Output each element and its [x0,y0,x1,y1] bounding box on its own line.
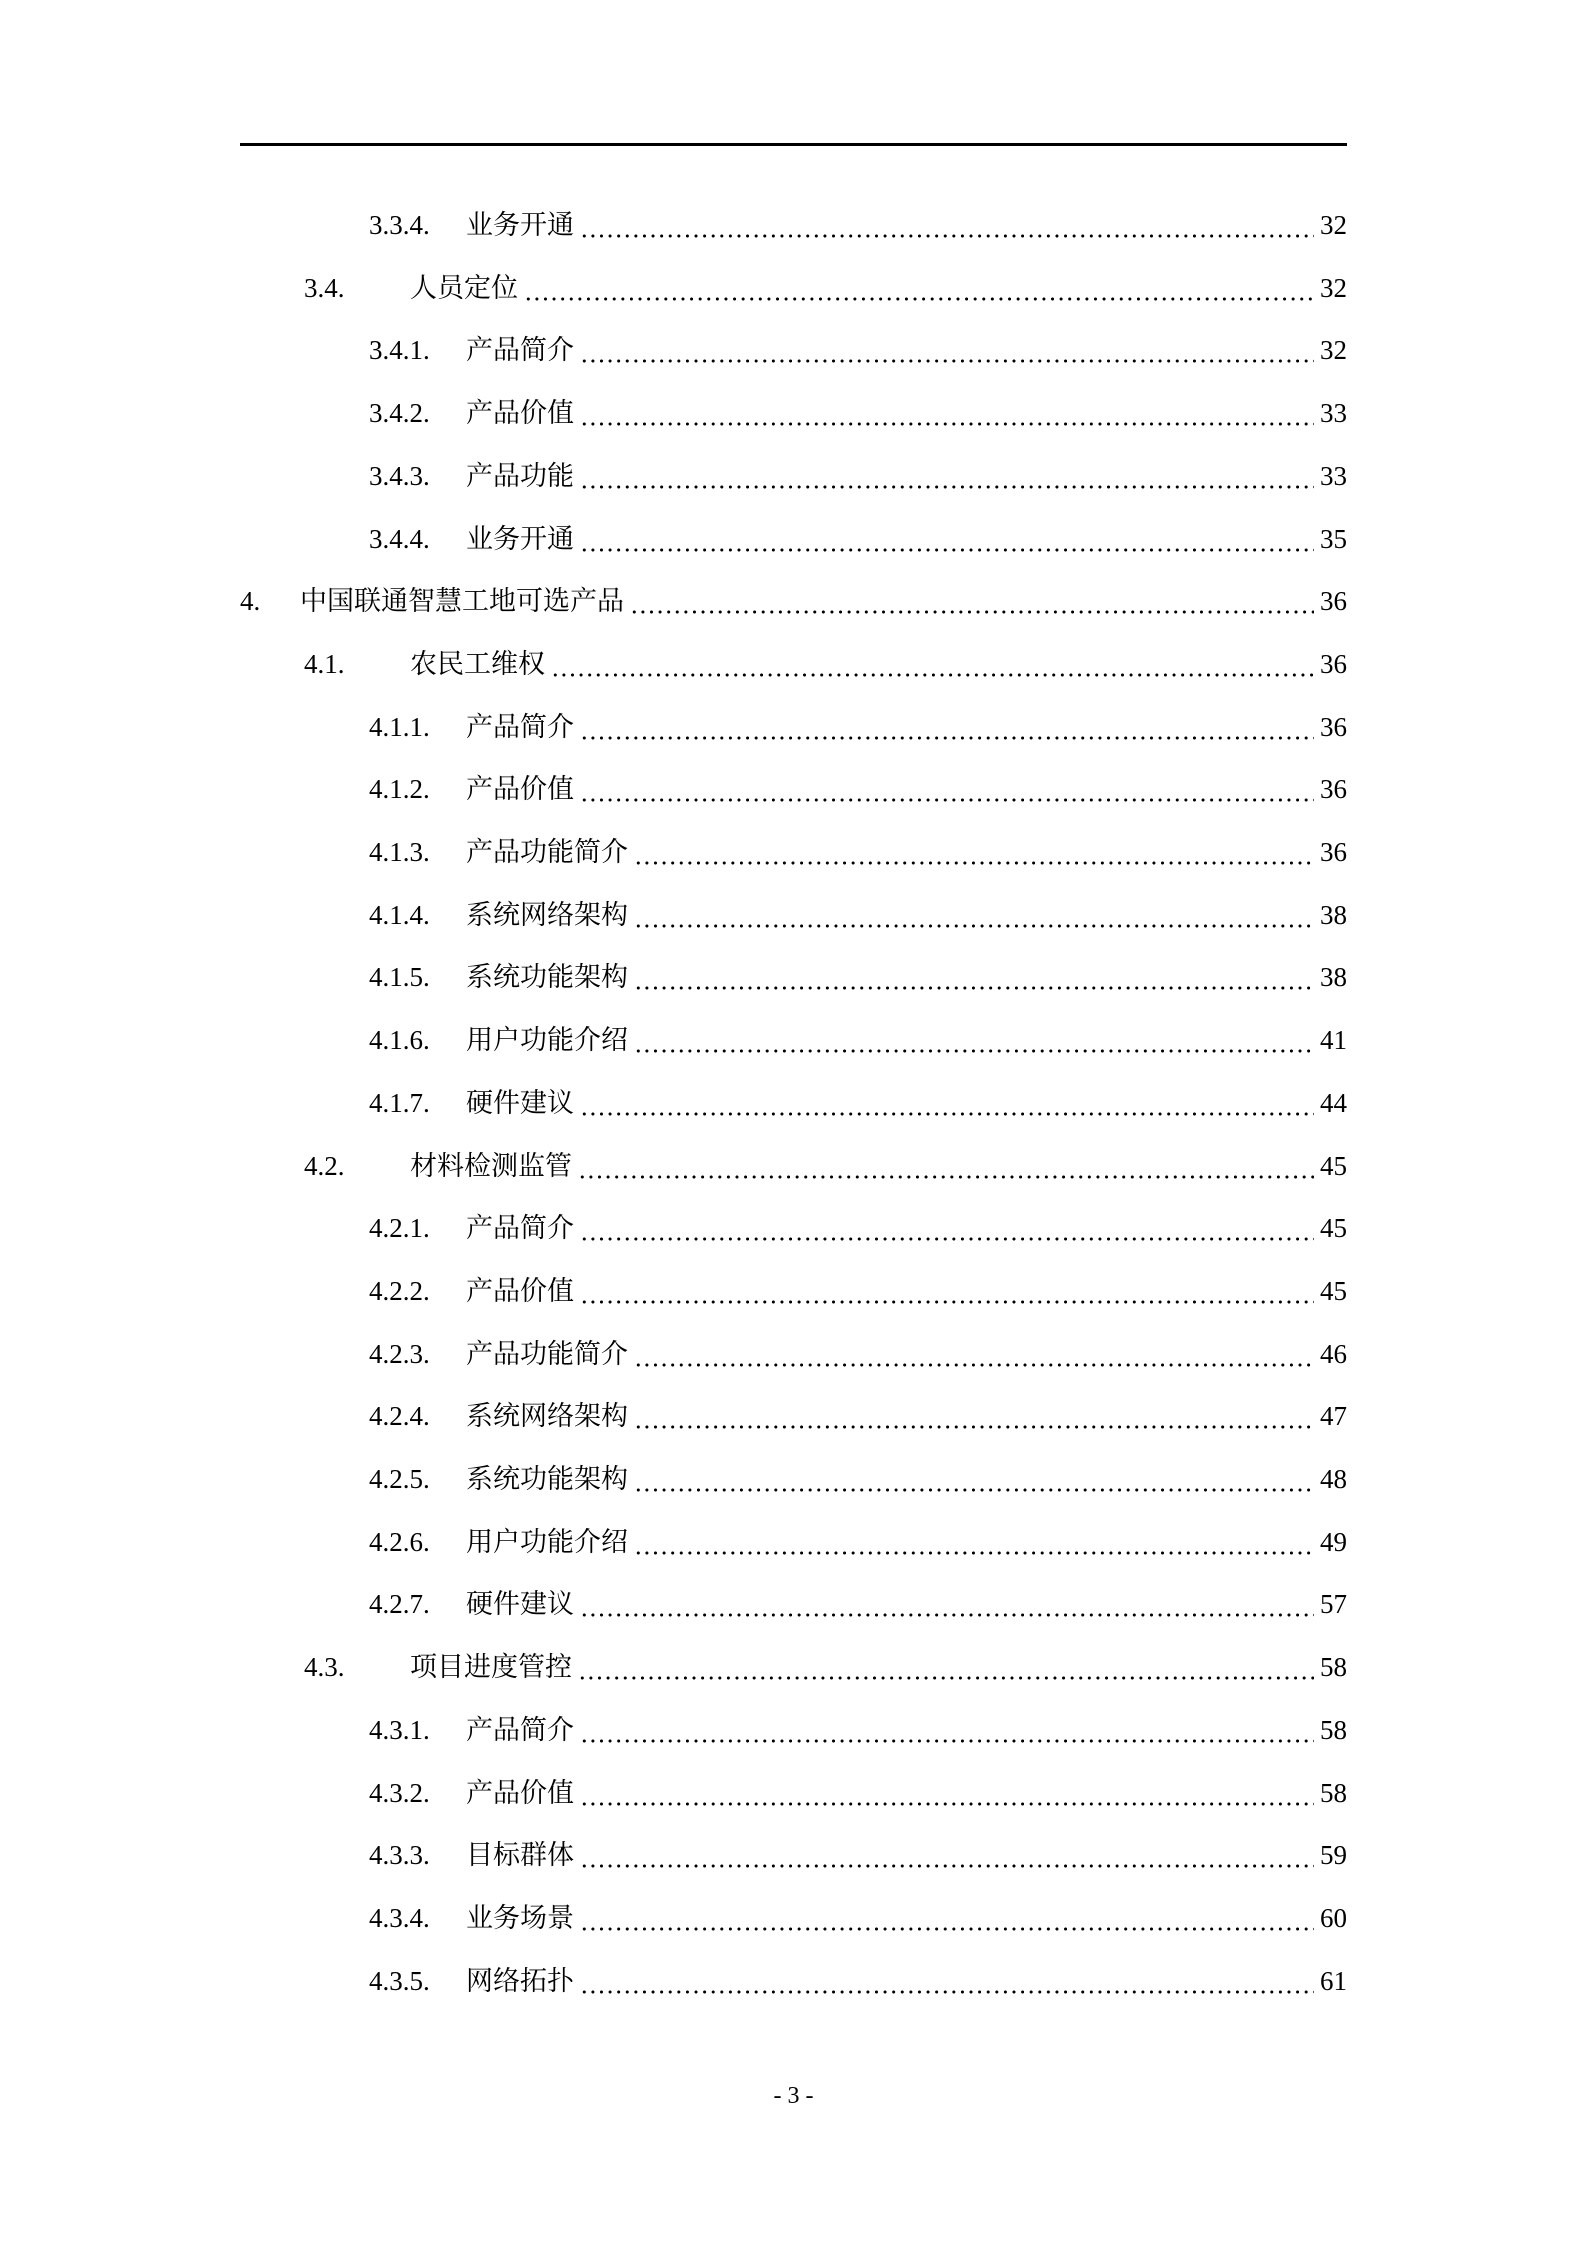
toc-entry-number: 4.3.1. [369,1714,430,1745]
page-number-footer: - 3 - [773,2083,814,2109]
toc-entry[interactable] [0,1146,1587,1186]
toc-entry-page: 33 [1316,456,1347,496]
toc-entry[interactable] [0,1647,1587,1687]
toc-entry[interactable] [0,1020,1587,1060]
toc-entry-page: 61 [1316,1961,1347,2001]
toc-entry-number: 3.4.3. [369,460,430,491]
toc-entry-page: 36 [1316,769,1347,809]
toc-entry-title: 用户功能介绍 [466,1020,632,1060]
toc-entry[interactable] [0,581,1587,621]
toc-entry[interactable] [0,1835,1587,1875]
toc-entry-page: 36 [1316,832,1347,872]
toc-entry-number: 4.2.3. [369,1338,430,1369]
toc-entry-title: 材料检测监管 [410,1146,576,1186]
toc-entry-title: 产品简介 [466,707,578,747]
toc-entry-page: 59 [1316,1835,1347,1875]
toc-entry-title: 产品简介 [466,1208,578,1248]
toc-entry-title: 中国联通智慧工地可选产品 [300,581,628,621]
dot-leader [580,330,1314,370]
toc-entry-number: 4.2.1. [369,1213,430,1244]
toc-entry-number: 4.1.7. [369,1087,430,1118]
header-rule [240,143,1347,146]
toc-entry-title: 系统功能架构 [466,1459,632,1499]
toc-entry-title: 硬件建议 [466,1083,578,1123]
toc-entry-number: 4.3.3. [369,1840,430,1871]
toc-entry[interactable] [0,769,1587,809]
dot-leader [634,1522,1314,1562]
toc-entry-page: 58 [1316,1773,1347,1813]
toc-entry-number: 3.4.2. [369,398,430,429]
toc-entry-number: 4.1.2. [369,774,430,805]
toc-entry-number: 3.4. [304,272,345,303]
toc-entry[interactable] [0,205,1587,245]
dot-leader [580,707,1314,747]
toc-entry-page: 60 [1316,1898,1347,1938]
toc-entry-number: 4. [240,586,261,617]
toc-entry-page: 36 [1316,581,1347,621]
toc-entry-number: 4.2.4. [369,1401,430,1432]
dot-leader [634,1334,1314,1374]
toc-entry-title: 网络拓扑 [466,1961,578,2001]
dot-leader [580,205,1314,245]
toc-entry-title: 产品价值 [466,393,578,433]
toc-entry-title: 用户功能介绍 [466,1522,632,1562]
toc-entry-title: 业务开通 [466,205,578,245]
toc-entry[interactable] [0,1898,1587,1938]
toc-entry-number: 4.3.4. [369,1902,430,1933]
toc-entry-title: 目标群体 [466,1835,578,1875]
toc-entry-page: 33 [1316,393,1347,433]
toc-entry[interactable] [0,832,1587,872]
toc-entry-number: 4.2.2. [369,1275,430,1306]
dot-leader [634,832,1314,872]
toc-entry[interactable] [0,456,1587,496]
toc-entry[interactable] [0,707,1587,747]
toc-entry-number: 3.3.4. [369,210,430,240]
toc-entry-page: 38 [1316,957,1347,997]
toc-entry-page: 32 [1316,330,1347,370]
toc-entry-number: 4.1.4. [369,899,430,930]
toc-entry-page: 58 [1316,1647,1347,1687]
dot-leader [634,1459,1314,1499]
toc-entry-title: 产品功能 [466,456,578,496]
dot-leader [634,1396,1314,1436]
toc-entry[interactable] [0,393,1587,433]
toc-entry-number: 4.3.2. [369,1777,430,1808]
dot-leader [630,581,1314,621]
toc-entry[interactable] [0,268,1587,308]
toc-entry-page: 41 [1316,1020,1347,1060]
toc-entry-number: 4.2.6. [369,1526,430,1557]
toc-entry[interactable] [0,1208,1587,1248]
toc-entry-number: 3.4.4. [369,523,430,554]
toc-entry-page: 38 [1316,895,1347,935]
toc-entry[interactable] [0,1773,1587,1813]
toc-entry-page: 36 [1316,707,1347,747]
toc-entry[interactable] [0,1396,1587,1436]
toc-entry[interactable] [0,330,1587,370]
toc-entry-page: 35 [1316,519,1347,559]
toc-entry-number: 4.2.7. [369,1589,430,1620]
toc-entry-title: 产品简介 [466,1710,578,1750]
toc-entry-title: 硬件建议 [466,1584,578,1624]
dot-leader [580,1271,1314,1311]
toc-entry-title: 产品价值 [466,1271,578,1311]
dot-leader [580,519,1314,559]
dot-leader [578,1647,1314,1687]
dot-leader [524,268,1314,308]
toc-entry-number: 4.1. [304,648,345,679]
toc-entry-number: 4.1.1. [369,711,430,742]
toc-entry-title: 项目进度管控 [410,1647,576,1687]
toc-entry-page: 44 [1316,1083,1347,1123]
dot-leader [580,456,1314,496]
toc-entry-title: 产品价值 [466,769,578,809]
toc-entry-page: 57 [1316,1584,1347,1624]
toc-entry-page: 32 [1316,205,1347,245]
dot-leader [580,1584,1314,1624]
dot-leader [580,1208,1314,1248]
toc-entry-title: 业务开通 [466,519,578,559]
toc-entry-title: 业务场景 [466,1898,578,1938]
toc-entry-number: 3.4.1. [369,335,430,366]
dot-leader [580,1083,1314,1123]
toc-entry-number: 4.1.5. [369,962,430,993]
dot-leader [634,895,1314,935]
toc-entry-title: 系统网络架构 [466,895,632,935]
toc-entry-page: 36 [1316,644,1347,684]
dot-leader [580,1773,1314,1813]
dot-leader [634,957,1314,997]
toc-entry-title: 产品价值 [466,1773,578,1813]
toc-entry-page: 45 [1316,1208,1347,1248]
toc-entry-number: 4.3.5. [369,1965,430,1996]
toc-entry-page: 45 [1316,1271,1347,1311]
toc-entry-number: 4.1.6. [369,1025,430,1056]
toc-entry[interactable] [0,1459,1587,1499]
toc-entry-number: 4.2.5. [369,1464,430,1494]
toc-entry-title: 农民工维权 [410,644,549,684]
dot-leader [580,1710,1314,1750]
toc-entry-page: 49 [1316,1522,1347,1562]
toc-entry-page: 58 [1316,1710,1347,1750]
dot-leader [580,1898,1314,1938]
dot-leader [578,1146,1314,1186]
toc-entry[interactable] [0,1271,1587,1311]
toc-entry[interactable] [0,1334,1587,1374]
toc-entry-title: 产品简介 [466,330,578,370]
toc-entry[interactable] [0,519,1587,559]
toc-entry-title: 产品功能简介 [466,1334,632,1374]
toc-entry[interactable] [0,1584,1587,1624]
dot-leader [580,1835,1314,1875]
toc-entry-number: 4.3. [304,1652,345,1683]
toc-entry-number: 4.2. [304,1150,345,1181]
toc-entry[interactable] [0,1522,1587,1562]
toc-entry-page: 47 [1316,1396,1347,1436]
toc-entry-page: 46 [1316,1334,1347,1374]
toc-entry[interactable] [0,1083,1587,1123]
dot-leader [580,393,1314,433]
toc-entry-title: 人员定位 [410,268,522,308]
toc-entry-number: 4.1.3. [369,837,430,867]
toc-entry[interactable] [0,644,1587,684]
toc-entry[interactable] [0,1710,1587,1750]
toc-entry[interactable] [0,895,1587,935]
dot-leader [634,1020,1314,1060]
toc-entry[interactable] [0,1961,1587,2001]
toc-entry-title: 产品功能简介 [466,832,632,872]
dot-leader [551,644,1314,684]
toc-entry-page: 45 [1316,1146,1347,1186]
toc-entry-page: 48 [1316,1459,1347,1499]
toc-entry-title: 系统网络架构 [466,1396,632,1436]
dot-leader [580,769,1314,809]
toc-entry-title: 系统功能架构 [466,957,632,997]
toc-entry-page: 32 [1316,268,1347,308]
toc-entry[interactable] [0,957,1587,997]
dot-leader [580,1961,1314,2001]
